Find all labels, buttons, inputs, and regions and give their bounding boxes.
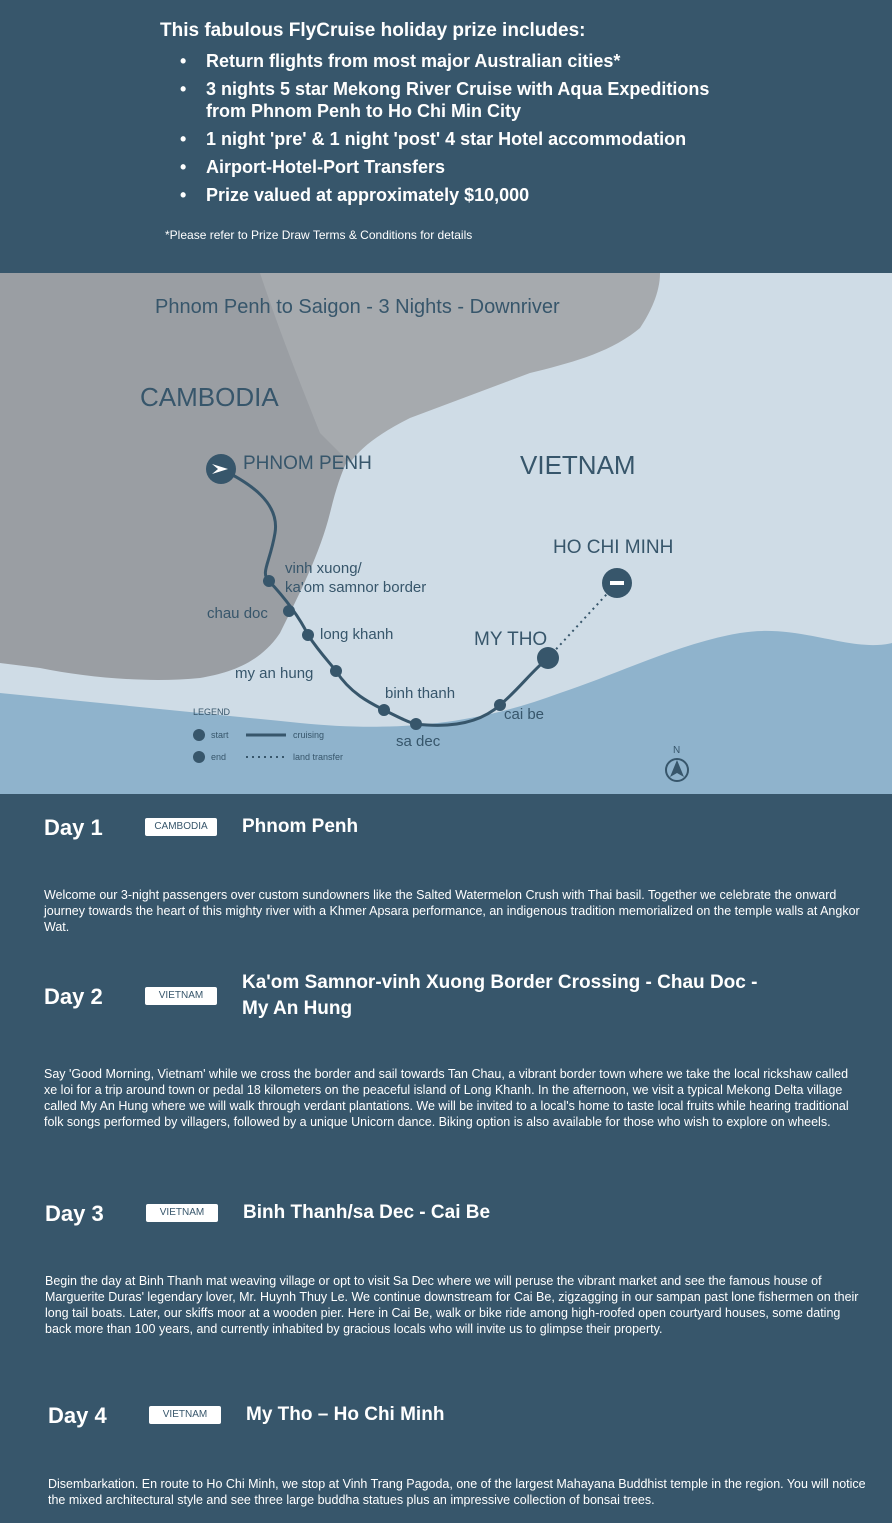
- prize-item: • 1 night 'pre' & 1 night 'post' 4 star Hotel accommodation: [180, 129, 687, 149]
- stop-marker: [263, 575, 275, 587]
- map-title: Phnom Penh to Saigon - 3 Nights - Downriver: [155, 296, 560, 318]
- stop-label: MY THO: [474, 629, 548, 650]
- stop-label: ka'om samnor border: [285, 579, 427, 596]
- prize-note: *Please refer to Prize Draw Terms & Conditions for details: [165, 228, 473, 242]
- legend-cruise-label: cruising: [293, 730, 325, 740]
- north-label: N: [673, 745, 681, 756]
- bullet-icon: •: [180, 185, 187, 205]
- stop-label: chau doc: [207, 605, 268, 622]
- legend-title: LEGEND: [193, 707, 231, 717]
- prize-list: [180, 50, 740, 212]
- country-badge: CAMBODIA: [145, 818, 217, 836]
- prize-heading: This fabulous FlyCruise holiday prize includes:: [160, 20, 586, 41]
- bullet-icon: •: [180, 51, 187, 71]
- day-title: Ka'om Samnor-vinh Xuong Border Crossing - Chau Doc - My An Hung: [242, 972, 758, 1019]
- legend-land-label: land transfer: [293, 752, 344, 762]
- bullet-icon: •: [180, 79, 187, 99]
- stop-marker: [410, 718, 422, 730]
- route-map: [0, 273, 892, 794]
- day-description: Welcome our 3-night passengers over custom sundowners like the Salted Watermelon Crush with Thai basil. Together we celebrate the onward journey towards the heart of this mighty river with a Khmer Apsara performance, an indigenous tradition memorialized on the temple walls at Angkor Wat.: [44, 888, 860, 934]
- day-title: My Tho – Ho Chi Minh: [246, 1404, 445, 1425]
- stop-marker: [378, 704, 390, 716]
- prize-item: • Prize valued at approximately $10,000: [180, 185, 530, 205]
- stop-label: vinh xuong/: [285, 560, 362, 577]
- stop-label: cai be: [504, 706, 545, 723]
- stop-marker: [302, 629, 314, 641]
- day-label: Day 2: [44, 984, 103, 1009]
- bullet-icon: •: [180, 157, 187, 177]
- my-tho-marker: [537, 647, 559, 669]
- stop-marker: [330, 665, 342, 677]
- stop-marker: [283, 605, 295, 617]
- legend-start-label: start: [211, 730, 229, 740]
- bullet-icon: •: [180, 129, 187, 149]
- day-title: Phnom Penh: [242, 816, 359, 837]
- stop-label: long khanh: [320, 626, 394, 643]
- day-description: Begin the day at Binh Thanh mat weaving village or opt to visit Sa Dec where we will peruse the vibrant market and see the famous house of Marguerite Duras' legendary lover, Mr. Huynh Thuy Le. We continue downstream for Cai Be, zigzagging in our sampan past lone fishermen on their long tail boats. Later, our skiffs moor at a wooden pier. Here in Cai Be, walk or bike ride among high-roofed open courtyard houses, some dating back more than 100 years, and currently inhabited by gracious locals who will invite us to glimpse their property.: [45, 1274, 859, 1336]
- start-label: PHNOM PENH: [243, 453, 372, 474]
- day-label: Day 3: [45, 1201, 104, 1226]
- stop-label: binh thanh: [385, 685, 456, 702]
- prize-item: • 3 nights 5 star Mekong River Cruise with Aqua Expeditions from Phnom Penh to Ho Chi Min City: [180, 79, 710, 121]
- country-label: CAMBODIA: [140, 382, 279, 412]
- day-label: Day 4: [48, 1403, 107, 1428]
- country-badge: VIETNAM: [146, 1204, 218, 1222]
- legend-end-icon: [193, 751, 205, 763]
- prize-item: • Airport-Hotel-Port Transfers: [180, 157, 446, 177]
- stop-label: sa dec: [396, 733, 441, 750]
- day-label: Day 1: [44, 815, 103, 840]
- prize-section: [0, 0, 892, 273]
- prize-item: • Return flights from most major Australian cities*: [180, 51, 621, 71]
- end-minus-icon: [610, 581, 624, 585]
- legend-end-label: end: [211, 752, 227, 762]
- stop-label: my an hung: [235, 665, 314, 682]
- end-label: HO CHI MINH: [553, 537, 674, 558]
- country-badge: VIETNAM: [145, 987, 217, 1005]
- country-label: VIETNAM: [520, 450, 636, 480]
- day-title: Binh Thanh/sa Dec - Cai Be: [243, 1202, 491, 1223]
- day-description: Disembarkation. En route to Ho Chi Minh, we stop at Vinh Trang Pagoda, one of the largest Mahayana Buddhist temple in the region. You will notice the mixed architectural style and see three large buddha statues plus an impressive collection of bonsai trees.: [48, 1477, 866, 1507]
- legend-start-icon: [193, 729, 205, 741]
- country-badge: VIETNAM: [149, 1406, 221, 1424]
- itinerary: [0, 794, 892, 1523]
- day-description: Say 'Good Morning, Vietnam' while we cross the border and sail towards Tan Chau, a vibrant border town where we take the local rickshaw called xe loi for a trip around town or pedal 18 kilometers on the peaceful island of Long Khanh. In the afternoon, we visit a typical Mekong Delta village called My An Hung where we will walk through verdant plantations. We will be invited to a local's home to taste local fruits while hearing traditional folk songs performed by villagers, followed by a unique Unicorn dance. Biking option is also available for those who wish to explore on wheels.: [44, 1067, 849, 1129]
